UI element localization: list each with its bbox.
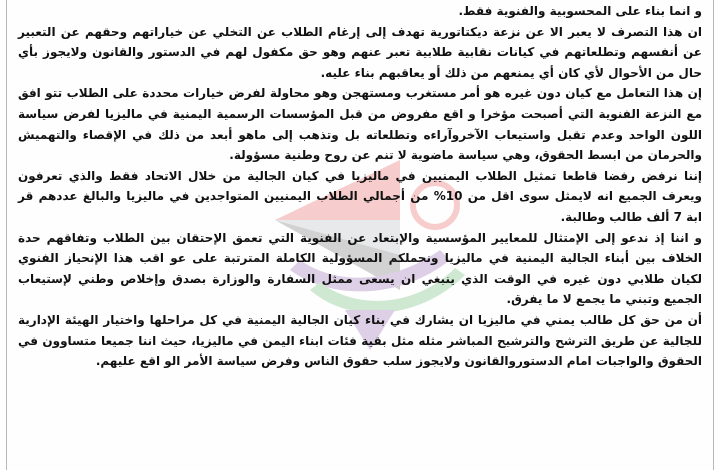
left-border-line [6, 0, 7, 470]
paragraph-5: و اننا إذ ندعو إلى الإمتثال للمعايير المؤسسية والإبتعاد عن الفنوية التي تعمق الإحتقان بين الطلاب وتفاقهم حدة الخلاف بين أبناء الجالية اليمنية في ماليزيا ونحملكم المسؤولية الكاملة المترتبة على عو اقب هذا الإنحياز الفنوي لكيان طلابي دون غيره في الوقت الذي ينبغي ان يسعى ممثل السفارة والوزارة بصدق وإخلاص وطني لإستيعاب الجميع وتبني ما يجمع لا ما يفرق. [18, 230, 702, 307]
paragraph-4: إننا نرفض رفضا قاطعا تمثيل الطلاب اليمنيين في ماليزيا في كيان الجالية من خلال الاتحاد فقط والذي تعرفون ويعرف الجميع انه لايمثل سوى اقل من 10% من أجمالي الطلاب اليمنيين المتواجدين في ماليزيا والبالغ عددهم قر ابة 7 ألف طالب وطالبة. [18, 168, 702, 224]
paragraph-1: و انما بناء على المحسوبية والفنوية فقط. [458, 4, 702, 18]
right-border-line [713, 0, 714, 470]
paragraph-2: ان هذا التصرف لا يعبر الا عن نزعة ديكتاتورية تهدف إلى إرغام الطلاب عن التخلي عن خياراتهم وحقهم عن التعبير عن أنفسهم وتطلعاتهم في كيانات نقابية طلابية تعبر عنهم وهو حق مكفول لهم في الدستور والقانون ولايجوز بأي حال من الأحوال لأي كان أي يمنعهم من ذلك أو يعاقبهم بناء عليه. [18, 24, 702, 80]
letter-body [18, 1, 702, 372]
paragraph-3: إن هذا التعامل مع كيان دون غيره هو أمر مستغرب ومستهجن وهو محاولة لفرض خيارات محددة على الطلاب تتو افق مع النزعة الفنوية التي أصبحت مؤخرا و اقع مفروض من قبل المؤسسات الرسمية اليمنية في ماليزيا لفرض سياسة اللون الواحد وعدم تقبل واستيعاب الآخروآراءه وتطلعاته بل وتذهب إلى ماهو أبعد من ذلك في الإقصاء والتهميش والحرمان من ابسط الحقوق، وهي سياسة ماضوية لا تنم عن روح وطنية مسؤولة. [18, 86, 702, 163]
paragraph-6: أن من حق كل طالب يمني في ماليزيا ان يشارك في بناء كيان الجالية اليمنية في كل مراحلها واختيار الهيئة الإدارية للجالية عن طريق الترشح والترشيح المباشر مثله مثل بقية فئات ابناء اليمن في ماليزيا، حيث اننا جميعا متساوون في الحقوق والواجبات امام الدستوروالقانون ولايجوز سلب حقوق الناس وفرض سياسة الأمر الو اقع عليهم. [18, 312, 702, 369]
